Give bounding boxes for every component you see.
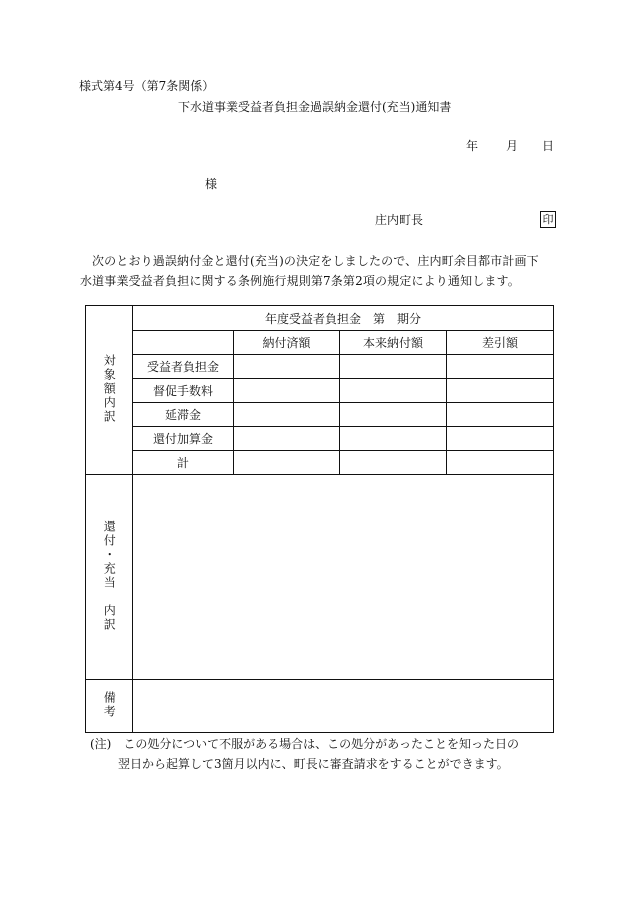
table-cell	[234, 403, 340, 427]
table-cell	[340, 427, 447, 451]
row-label-refund-addition: 還付加算金	[133, 427, 234, 451]
table-cell	[234, 379, 340, 403]
table-cell	[234, 355, 340, 379]
header-blank-cell	[133, 331, 234, 355]
column-header-original: 本来納付額	[340, 331, 447, 355]
table-cell	[447, 379, 554, 403]
table-cell	[234, 451, 340, 475]
remarks-area	[133, 680, 554, 733]
date-year-label: 年	[466, 139, 479, 153]
table-cell	[447, 355, 554, 379]
table-cell	[340, 379, 447, 403]
addressee-suffix: 様	[205, 177, 218, 191]
issuer-name: 庄内町長	[375, 213, 424, 227]
table-cell	[447, 403, 554, 427]
refund-table	[85, 305, 554, 733]
table-cell	[340, 451, 447, 475]
column-header-difference: 差引額	[447, 331, 554, 355]
document-title: 下水道事業受益者負担金過誤納金還付(充当)通知書	[178, 100, 452, 114]
row-label-burden: 受益者負担金	[133, 355, 234, 379]
table-cell	[447, 427, 554, 451]
seal-mark: 印	[540, 211, 556, 228]
form-number: 様式第4号（第7条関係）	[79, 79, 215, 93]
note-line-2: 翌日から起算して3箇月以内に、町長に審査請求をすることができます。	[118, 757, 509, 771]
section-refund-label: 還付・充当 内訳	[86, 475, 133, 680]
body-line-2: 水道事業受益者負担に関する条例施行規則第7条第2項の規定により通知します。	[80, 274, 520, 288]
table-cell	[340, 403, 447, 427]
refund-detail-area	[133, 475, 554, 680]
row-label-dunning-fee: 督促手数料	[133, 379, 234, 403]
table-cell	[234, 427, 340, 451]
section-target-label: 対象額内訳	[86, 306, 133, 475]
table-header-title: 年度受益者負担金 第 期分	[133, 306, 554, 331]
body-text	[80, 251, 572, 291]
section-remarks-label: 備考	[86, 680, 133, 733]
date-day-label: 日	[542, 139, 555, 153]
body-line-1: 次のとおり過誤納付金と還付(充当)の決定をしましたので、庄内町余目都市計画下	[92, 254, 539, 268]
note-line-1: (注) この処分について不服がある場合は、この処分があったことを知った日の	[90, 737, 520, 751]
date-month-label: 月	[506, 139, 519, 153]
table-cell	[340, 355, 447, 379]
row-label-late-fee: 延滞金	[133, 403, 234, 427]
table-cell	[447, 451, 554, 475]
column-header-paid: 納付済額	[234, 331, 340, 355]
row-label-total: 計	[133, 451, 234, 475]
